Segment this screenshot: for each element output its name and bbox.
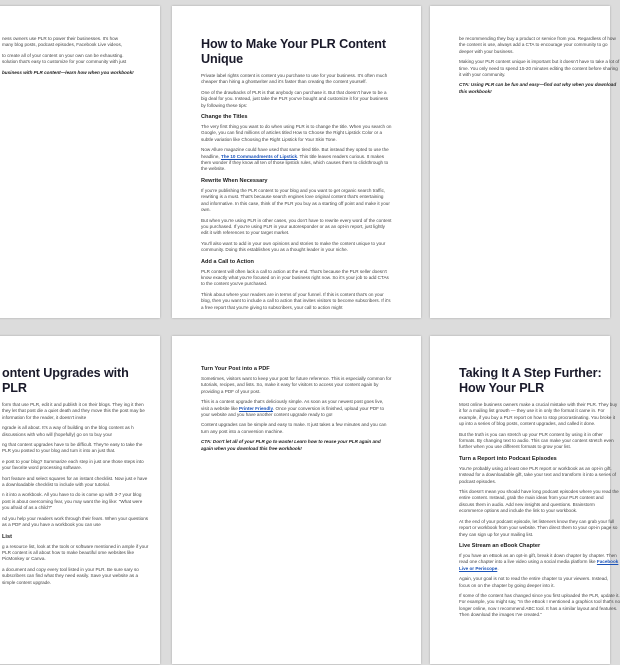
page1-line-1: ness owners use PLR to power their businesses. It's how [2,36,119,41]
page2-paragraph-with-link [201,147,392,173]
page4-paragraph: a document and copy every tool listed in your PLR. Be sure sary so subscribers can find what they need easily. Save your website as a simple content upgrade. [2,566,139,585]
page3-paragraph: be recommending they buy a product or service from you. Regardless of how the content is use, always add a CTA to encourage your community to go deeper with your business. [459,36,616,54]
page4-paragraph: e post to your blog? Summarize each step in just one those steps into your favorite word processing software. [2,458,144,471]
page5-paragraph: Content upgrades can be simple and easy to make. It just takes a few minutes and you can turn any post into a conversion machine. [201,422,387,434]
page2-paragraph: You'll also want to add in your own opinions and stories to make the content unique to your community. Doing this establishes you as a thought leader in your niche. [201,240,386,253]
document-page-3 [430,6,620,318]
page6-paragraph: Most online business owners make a crucial mistake with their PLR. They buy it for a mailing list growth — they use it in only the format it came in. For example, if you buy a PLR report on how to stop procrastinating. You broke it up into a series of blog posts, content upgrades, and called it done. [459,402,618,427]
page6-title: Taking It A Step Further: How Your PLR [459,366,602,395]
page4-paragraph: hort feature and select squares for an instant checklist. Now just e have a downloadable checklist to include with your tutorial. [2,475,148,488]
page4-paragraph: g a resource list, look at the tools or software mentioned in ample if your PLR content is all about how to make beautiful ome websites like PicMonkey or Canva. [2,543,149,562]
page2-paragraph: One of the drawbacks of PLR is that anybody can purchase it. But that doesn't have to be a big deal for you. Instead, just take the PLR you've bought and customize it for your business by following these tips: [201,89,389,108]
page6-paragraph: You're probably using at least one PLR report or workbook as an opt-in gift. Instead for a downloadable gift, take your text and transform it into a series of podcast episodes. [459,465,617,484]
page6-paragraph: But the truth is you can stretch up your PLR content by using it in other formats. By changing text to audio. This can make your content stretch even further when you use different formats to grow your list. [459,431,614,450]
facebook-live-link[interactable]: Facebook Live or Periscope [459,559,619,571]
page6-paragraph: Again, your goal is not to read the entire chapter to your viewers. Instead, focus on on the chapter by going deeper into it. [459,576,609,588]
page5-heading-pdf: Turn Your Post into a PDF [201,366,270,372]
document-page-6 [430,336,620,664]
page6-text: If you have an eBook as an opt-in gift, break it down chapter by chapter. Then read one chapter into a live video using a social media platform like [459,552,617,565]
page2-title: How to Make Your PLR Content Unique [201,37,386,66]
document-page-5 [172,336,421,664]
page1-cta: business with PLR content—learn how when you workbook! [2,69,134,75]
page4-paragraph: nd you help your readers work through their fears. When your questions as a PDF and you have a workbook you can use [2,515,149,528]
page2-paragraph: The very first thing you want to do when using PLR is to change the title. When you search on Google, you can find millions of articles titled How to Choose the Right Lipstick Color or a subtle variation like Choosing the Right Lipstick for Your Skin Tone. [201,124,392,142]
page2-text: Now Allure magazine could have used that same tired title. But instead they opted to use the headline, [201,147,389,159]
page1-line-4: to create all of your content on your own can be exhausting. [2,52,124,58]
document-page-1 [0,6,160,318]
page6-paragraph: If some of the content has changed since you first uploaded the PLR, update it. For example, you might say, "In the eBook I mentioned a graphics tool that's no longer online, now I recommend ABC tool. It has a similar layout and features. Then download the images I've created." [459,592,620,618]
page6-text: . [497,565,499,571]
page6-heading-podcast: Turn a Report into Podcast Episodes [459,455,557,462]
page3-cta: CTA: Using PLR can be fun and easy—find out why when you download this workbook! [459,82,617,94]
page2-paragraph: Think about where your readers are in terms of your funnel. If this is content that's on your blog, then you want to include a call to action that invites visitors to become subscribers. If it's a free report that you're giving to subscribers, your call to action might [201,291,391,310]
document-page-2 [172,6,421,318]
page6-paragraph: This doesn't mean you should have long podcast episodes where you read the entire content. Instead, grab the main ideas from your PLR content and discuss them in audio. Add new insights and questions. Brainstorm ecommerce options and include the link to your workbook. [459,489,619,514]
page2-heading-titles: Change the Titles [201,114,248,121]
page4-paragraph: ng that content upgrades have to be difficult. They're easy to take the PLR you posted to your blog and turn it into an just that. [2,442,143,454]
page3-paragraph: Making your PLR content unique is important but it doesn't have to take a lot of time. You only need to spend 15-20 minutes editing the content before sharing it with your community. [459,59,620,78]
page2-heading-cta: Add a Call to Action [201,258,254,265]
document-page-4 [0,336,160,664]
page4-paragraph: form that use PLR, edit it and publish it on their blogs. They ing it then they let that post die a quiet death and they move this the post may be information for the reader, it doesn't invite [2,402,145,420]
page5-text: . Once your conversion is finished, upload your PDF to your website and you have another content upgrade ready to go! [201,405,385,418]
page2-paragraph: If you're publishing the PLR content to your blog and you want to get organic search traffic, rewriting is a must. That's because search engines love original content that's entertaining and informative. In this case, think of the PLR you buy as a starting off point and make it your own. [201,187,390,213]
page6-paragraph: At the end of your podcast episode, let listeners know they can grab your full report or workbook from your website. Then direct them to your opt-in page so they can sign up for your mailing list. [459,518,618,537]
page2-text: . This title leaves readers curious. It makes them wonder if they know all ten of those lipstick rules, which causes them to clickthrough to the website. [201,153,389,172]
page2-paragraph: Private label rights content is content you purchase to use for your business. It's often much cheaper than hiring a ghostwriter and it's faster than creating the content yourself. [201,73,388,85]
lipstick-article-link[interactable]: The 10 Commandments of Lipstick [220,153,298,159]
page4-paragraph: n it into a workbook. All you have to do is come up with 3-7 your blog post is about overcoming fear, you may want the ing like: "What were you afraid of as a child?" [2,492,143,511]
page1-line-2: many blog posts, podcast episodes, Facebook Live videos, [2,42,123,48]
page6-paragraph-with-link [459,553,620,572]
page5-text: This is a content upgrade that's deliciously simple. As soon as your newest post goes live, visit a website like [201,399,384,411]
page4-paragraph: ngrade is all about. It's a way of building on the blog content as h discussions with who will (hopefully) go on to buy your [2,425,134,437]
page2-heading-rewrite: Rewrite When Necessary [201,177,268,184]
printer-friendly-link[interactable]: Printer Friendly [239,405,273,411]
page5-paragraph-with-link [201,399,392,418]
page2-paragraph: PLR content will often lack a call to action at the end. That's because the PLR seller doesn't know exactly what you're focused on in your business right now. So it's your job to add CTAs to the content you've purchased. [201,268,389,287]
page5-paragraph: Sometimes, visitors want to keep your post for future reference. This is especially common for tutorials, recipes, and lists. So, make it easy for visitors to access your content again by providing a PDF of your post. [201,376,392,394]
page6-heading-live: Live Stream an eBook Chapter [459,542,541,549]
page4-title: ontent Upgrades with PLR [2,366,129,395]
page2-paragraph: But when you're using PLR in other cases, you don't have to rewrite every word of the content you purchased. If you're using PLR in your autoresponder or as an opt-in report, just lightly edit it with references to your target market. [201,217,392,236]
page4-heading-list: List [2,533,12,540]
page5-cta: CTA: Don't let all of your PLR go to waste! Learn how to reuse your PLR again and again when you download this free workbook! [201,439,381,451]
page1-line-5: solution that's easy to customize for your community with just [2,59,127,65]
